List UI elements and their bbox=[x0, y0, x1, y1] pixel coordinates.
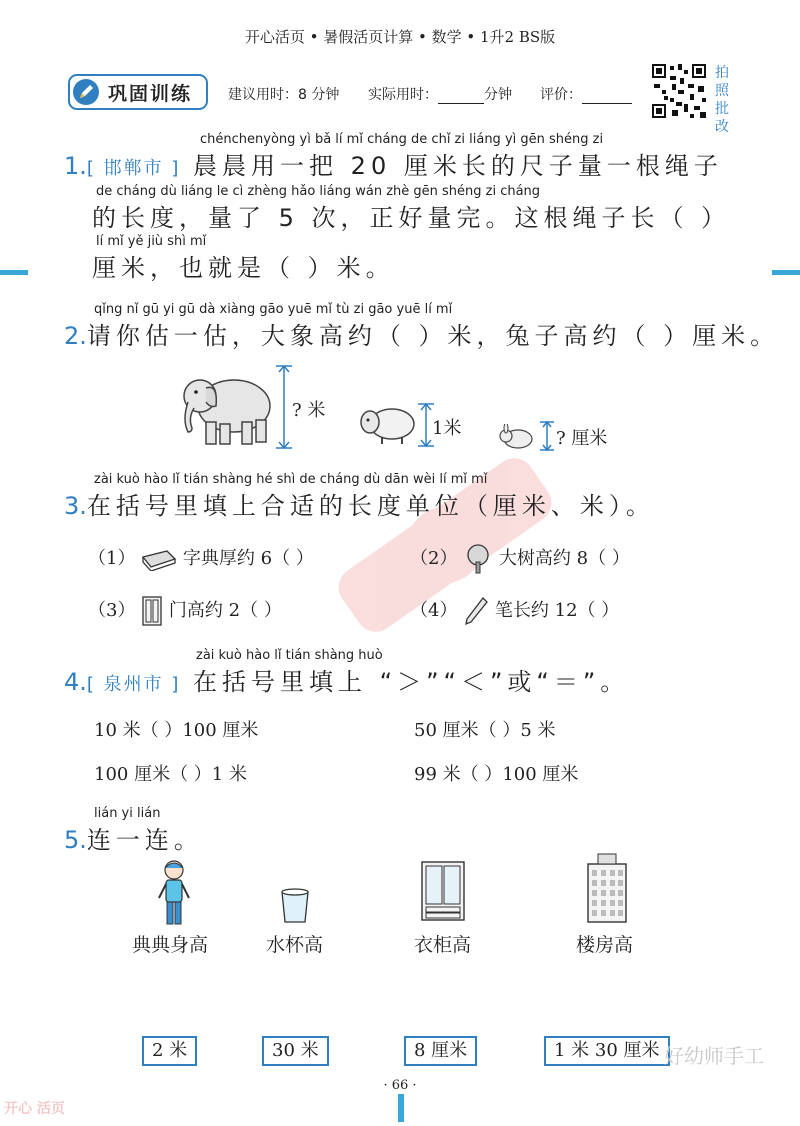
elephant-height-arrow bbox=[276, 364, 292, 450]
actual-time-label: 实际用时： bbox=[368, 87, 438, 103]
cup-icon bbox=[278, 888, 312, 924]
left-side-tab bbox=[0, 270, 28, 275]
q4-item-2: 50 厘米（ ）5 米 bbox=[414, 720, 556, 741]
page-number: · 66 · bbox=[383, 1078, 417, 1093]
q1-text-2: 的长度，量了 5 次，正好量完。这根绳子长（ ） bbox=[92, 204, 731, 232]
q3-item-1 bbox=[88, 544, 314, 571]
q3-item-number: （3） bbox=[88, 600, 136, 621]
publisher-logo: 开心 活页 bbox=[4, 1101, 65, 1117]
q5-label-child-height: 典典身高 bbox=[132, 934, 209, 956]
q5-answer-box[interactable]: 30 米 bbox=[262, 1036, 329, 1066]
qr-code-icon[interactable] bbox=[650, 62, 708, 120]
section-banner bbox=[68, 74, 208, 110]
q5-number: 5. bbox=[64, 826, 87, 854]
q1-pinyin-1: chénchenyòng yì bǎ lí mǐ cháng de chǐ zi liáng yì gēn shéng zi bbox=[200, 132, 604, 147]
q1-line-1 bbox=[64, 146, 723, 181]
right-side-tab bbox=[772, 270, 800, 275]
q5-pinyin: lián yi lián bbox=[94, 806, 161, 821]
elephant-height-label: ? 米 bbox=[292, 400, 326, 421]
q3-text: 在括号里填上合适的长度单位（厘米、米）。 bbox=[86, 492, 655, 520]
q2-line bbox=[64, 316, 779, 351]
q3-item-text: 门高约 2（ ） bbox=[168, 600, 282, 621]
q2-text: 请你估一估，大象高约（ ）米，兔子高约（ ）厘米。 bbox=[86, 322, 780, 350]
elephant-icon bbox=[176, 368, 274, 448]
q4-item-1: 10 米（ ）100 厘米 bbox=[94, 720, 259, 741]
suggested-time: 建议用时：8 分钟 bbox=[228, 87, 340, 103]
tree-icon bbox=[463, 544, 493, 574]
pencil-icon bbox=[72, 78, 100, 106]
q4-line bbox=[64, 662, 629, 697]
sheep-height-label: 1米 bbox=[432, 418, 462, 439]
building-icon bbox=[584, 852, 630, 924]
q5-label-cup-height: 水杯高 bbox=[266, 934, 324, 956]
rating bbox=[540, 84, 632, 104]
child-icon bbox=[156, 858, 192, 926]
actual-time-unit: 分钟 bbox=[484, 87, 512, 103]
q3-line bbox=[64, 486, 655, 521]
wardrobe-icon bbox=[420, 860, 466, 924]
qr-caption-char: 照 bbox=[715, 83, 729, 99]
corner-watermark: 好幼师手工 bbox=[664, 1044, 764, 1068]
q3-item-2 bbox=[410, 544, 630, 574]
qr-caption-char: 改 bbox=[715, 119, 729, 135]
rating-label: 评价： bbox=[540, 87, 582, 103]
pen-icon bbox=[463, 596, 489, 626]
q4-text: 在括号里填上 “＞”“＜”或“＝”。 bbox=[193, 668, 630, 696]
q3-item-number: （2） bbox=[410, 548, 458, 569]
q4-item-4: 99 米（ ）100 厘米 bbox=[414, 764, 579, 785]
q5-answer-box[interactable]: 1 米 30 厘米 bbox=[544, 1036, 670, 1066]
q5-answer-box[interactable]: 8 厘米 bbox=[404, 1036, 477, 1066]
q3-item-text: 笔长约 12（ ） bbox=[494, 600, 620, 621]
page-header-title: 开心活页 • 暑假活页计算 • 数学 • 1升2 BS版 bbox=[244, 28, 556, 46]
q5-line bbox=[64, 820, 203, 855]
q3-item-number: （4） bbox=[410, 600, 458, 621]
q1-pinyin-2: de cháng dù liáng le cì zhèng hǎo liáng wán zhè gēn shéng zi cháng bbox=[96, 184, 541, 199]
q1-number: 1. bbox=[64, 152, 87, 180]
q4-city-tag: [ 泉州市 ] bbox=[86, 674, 181, 695]
q4-item-3: 100 厘米（ ）1 米 bbox=[94, 764, 247, 785]
q5-label-building-height: 楼房高 bbox=[576, 934, 634, 956]
qr-caption-char: 拍 bbox=[715, 65, 729, 81]
q1-pinyin-3: lí mǐ yě jiù shì mǐ bbox=[96, 234, 207, 249]
qr-caption bbox=[712, 64, 732, 136]
q3-item-text: 字典厚约 6（ ） bbox=[182, 548, 314, 569]
q5-text: 连一连。 bbox=[86, 826, 203, 854]
rating-blank[interactable] bbox=[582, 89, 632, 104]
section-title: 巩固训练 bbox=[108, 82, 193, 105]
q3-item-3 bbox=[88, 596, 282, 626]
actual-time bbox=[368, 84, 512, 104]
rabbit-height-label: ? 厘米 bbox=[556, 428, 608, 449]
q3-item-4 bbox=[410, 596, 619, 626]
q5-label-wardrobe-height: 衣柜高 bbox=[414, 934, 472, 956]
q2-pinyin: qǐng nǐ gū yi gū dà xiàng gāo yuē mǐ tù zi gāo yuē lí mǐ bbox=[94, 302, 453, 317]
q2-number: 2. bbox=[64, 322, 87, 350]
q1-city-tag: [ 邯郸市 ] bbox=[86, 158, 181, 179]
q3-pinyin: zài kuò hào lǐ tián shàng hé shì de cháng dù dān wèi lí mǐ mǐ bbox=[94, 472, 488, 487]
q4-number: 4. bbox=[64, 668, 87, 696]
page-marker-bar bbox=[398, 1094, 404, 1122]
qr-caption-char: 批 bbox=[715, 101, 729, 117]
door-icon bbox=[141, 596, 163, 626]
q5-answer-box[interactable]: 2 米 bbox=[142, 1036, 197, 1066]
q1-text-3: 厘米，也就是（ ）米。 bbox=[92, 254, 395, 282]
q3-number: 3. bbox=[64, 492, 87, 520]
q4-pinyin: zài kuò hào lǐ tián shàng huò bbox=[196, 648, 383, 663]
q3-item-number: （1） bbox=[88, 548, 136, 569]
q3-item-text: 大树高约 8（ ） bbox=[498, 548, 630, 569]
actual-time-blank[interactable] bbox=[438, 89, 484, 104]
dictionary-icon bbox=[141, 547, 177, 571]
q1-text-1: 晨晨用一把 20 厘米长的尺子量一根绳子 bbox=[193, 152, 723, 180]
